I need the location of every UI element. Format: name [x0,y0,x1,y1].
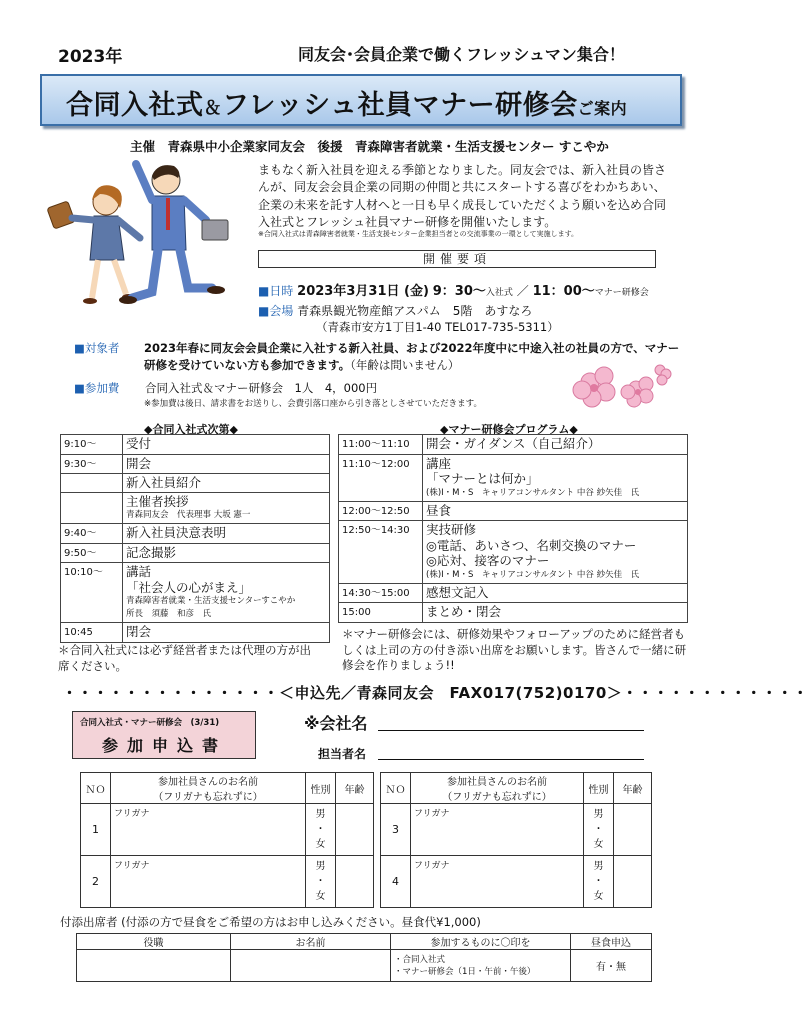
col-name: 参加社員さんのお名前 （フリガナも忘れずに） [111,773,306,804]
date-label: ■日時 [258,284,294,298]
col-no: ＮＯ [381,773,411,804]
manner-row [339,521,688,584]
ceremony-speaker: 青森障害者就業・生活支援センターすこやか [126,596,296,606]
woman-figure [47,185,140,304]
venue: 青森県観光物産館アスパム 5階 あすなろ [297,304,533,318]
application-table-left [80,772,374,908]
col-role: 役職 [77,934,231,950]
ceremony-item [123,543,330,563]
time-ceremony: 9：30～ [432,284,486,299]
ceremony-row [61,543,330,563]
manner-schedule-table [338,434,688,623]
applicant-no: 4 [381,856,411,908]
gender-female[interactable]: 女 [315,891,326,902]
application-table-right [380,772,652,908]
furigana-label: フリガナ [414,809,450,819]
event-option-training[interactable]: ・マナー研修会（1日・午前・午後） [394,966,536,977]
gender-male[interactable]: 男 [315,809,326,820]
role-cell[interactable] [77,950,231,982]
ceremony-item [123,474,330,493]
lunch-choice-cell[interactable]: 有・無 [571,950,652,982]
outline-heading: 開催要項 [258,250,656,268]
manner-item-text: 実技研修 [426,522,477,537]
application-small: 合同入社式・マナー研修会 (3/31) [80,718,220,728]
manner-item-text: まとめ・閉会 [426,604,502,619]
tagline: 同友会･会員企業で働くフレッシュマン集合！ [298,45,625,64]
target-note: （年齢は問いません） [350,358,460,372]
col-gender: 性別 [306,773,336,804]
fee-label: ■参加費 [74,381,120,395]
manner-item-text: 講座 [426,455,452,471]
event-choice-cell[interactable] [391,950,571,982]
applicant-name-cell[interactable] [111,804,306,856]
manner-row [339,501,688,521]
ceremony-item-text: 新入社員紹介 [126,475,202,490]
intro-text: まもなく新入社員を迎える季節となりました。同友会では、新入社員の皆さんが、同友会会員企業の同期の仲間と共にスタートする喜びをわかちあい、企業の未来を託す人材へと一日も早く成長していただくよう願いを込め合同入社式とフレッシュ社員マナー研修を開催いたします。 [258,163,667,230]
manner-time: 15:00 [339,603,423,623]
event-option-ceremony[interactable]: ・合同入社式 [394,954,446,965]
ceremony-time: 10:10～ [61,563,123,623]
applicant-row [381,804,652,856]
event-date: 2023年3月31日 (金) [297,284,429,299]
col-gender: 性別 [584,773,614,804]
host-line: 主催 青森県中小企業家同友会 後援 青森障害者就業・生活支援センター すこやか [130,139,609,154]
ceremony-time [61,474,123,493]
col-lunch: 昼食申込 [571,934,652,950]
ceremony-time: 9:30～ [61,454,123,474]
ceremony-item-text: 講話 [126,564,152,579]
manner-item [423,454,688,501]
gender-male[interactable]: 男 [593,809,604,820]
attendant-heading: 付添出席者 (付添の方で昼食をご希望の方はお申し込みください。昼食代¥1,000) [60,915,481,929]
manner-heading: ◆マナー研修会プログラム◆ [440,423,578,436]
ceremony-speaker: 青森同友会 代表理事 大坂 憲一 [126,510,251,520]
gender-cell[interactable] [584,856,614,908]
col-age: 年齢 [614,773,652,804]
age-cell[interactable] [336,804,374,856]
gender-cell[interactable] [306,856,336,908]
manner-row [339,583,688,603]
application-title: 参加申込書 [102,736,228,755]
manner-item [423,521,688,584]
applicant-name-cell[interactable] [411,804,584,856]
applicant-no: 2 [81,856,111,908]
attendant-name-cell[interactable] [231,950,391,982]
col-age: 年齢 [336,773,374,804]
ceremony-row [61,474,330,493]
col-no: ＮＯ [81,773,111,804]
page-title [66,83,627,122]
company-input-line[interactable] [378,730,644,731]
manner-time: 12:00～12:50 [339,501,423,521]
ceremony-note: ＊合同入社式には必ず経営者または代理の方が出席ください。 [58,643,311,673]
target-label: ■対象者 [74,341,120,355]
applicant-row [81,856,374,908]
ceremony-row [61,492,330,524]
manner-item-text: 感想文記入 [426,584,489,600]
manner-time: 11:00～11:10 [339,435,423,455]
gender-separator: ・ [593,876,604,887]
col-attendant-name: お名前 [231,934,391,950]
year-label: 2023年 [58,47,123,67]
ceremony-time: 9:10～ [61,435,123,455]
ceremony-row [61,435,330,455]
company-label: ※会社名 [304,714,368,733]
age-cell[interactable] [336,856,374,908]
manner-item [423,583,688,603]
gender-female[interactable]: 女 [593,839,604,850]
time-separator: ／ [516,284,529,298]
manner-item [423,435,688,455]
cherry-blossom-decoration [566,360,676,416]
gender-female[interactable]: 女 [593,891,604,902]
gender-male[interactable]: 男 [593,861,604,872]
manner-item-text: ◎電話、あいさつ、名刺交換のマナー [426,537,637,553]
applicant-no: 3 [381,804,411,856]
manner-time: 12:50～14:30 [339,521,423,584]
ceremony-item [123,492,330,524]
ceremony-item-text: 受付 [126,436,152,451]
age-cell[interactable] [614,804,652,856]
ceremony-item [123,435,330,455]
ceremony-item-text: 開会 [126,455,152,471]
gender-female[interactable]: 女 [315,839,326,850]
ceremony-item [123,454,330,474]
col-name: 参加社員さんのお名前 （フリガナも忘れずに） [411,773,584,804]
intro-note: ※合同入社式は青森障害者就業・生活支援センター企業担当者との交流事業の一環として実施します。 [258,230,579,238]
venue-address: （青森市安方1丁目1-40 TEL017-735-5311） [316,320,559,334]
title-suffix: ご案内 [577,99,628,118]
title-amp: ＆ [203,98,222,119]
gender-male[interactable]: 男 [315,861,326,872]
applicant-no: 1 [81,804,111,856]
venue-label: ■会場 [258,304,294,318]
time-training: 11：00～ [532,284,595,299]
new-employees-illustration [34,160,254,320]
furigana-label: フリガナ [114,861,150,871]
manner-time: 14:30～15:00 [339,583,423,603]
gender-separator: ・ [315,876,326,887]
ceremony-time [61,492,123,524]
manner-row [339,454,688,501]
ceremony-item [123,623,330,643]
manner-item-text: 「マナーとは何か」 [426,471,539,486]
applicant-name-cell[interactable] [411,856,584,908]
ceremony-item-text: 「社会人の心がまえ」 [126,579,252,595]
target-text: 2023年春に同友会会員企業に入社する新入社員、および2022年度中に中途入社の社員の方で、マナー研修を受けていない方も参加できます。 [144,341,680,372]
manner-speaker: (株)I・M・S キャリアコンサルタント 中谷 紗矢佳 氏 [426,487,640,498]
ceremony-item [123,563,330,623]
ceremony-item-text: 閉会 [126,624,152,639]
manner-time: 11:10～12:00 [339,454,423,501]
manner-item-text: 開会・ガイダンス（自己紹介） [426,436,601,451]
attendant-table [76,933,652,982]
manner-item-text: ◎応対、接客のマナー [426,553,550,568]
manner-item [423,603,688,623]
ceremony-schedule-table [60,434,330,643]
col-event: 参加するものに〇印を [391,934,571,950]
fee: 合同入社式＆マナー研修会 1人 4，000円 [145,381,378,395]
time-training-label: マナー研修会 [594,288,649,298]
ceremony-row [61,563,330,623]
ceremony-row [61,524,330,544]
ceremony-time: 9:40～ [61,524,123,544]
ceremony-item [123,524,330,544]
ceremony-time: 9:50～ [61,543,123,563]
applicant-name-cell[interactable] [111,856,306,908]
manner-row [339,603,688,623]
date-row [258,280,649,299]
ceremony-time: 10:45 [61,623,123,643]
gender-cell[interactable] [584,804,614,856]
fee-row [74,380,377,396]
contact-person-input-line[interactable] [378,759,644,760]
ceremony-speaker: 所長 須藤 和彦 氏 [126,609,212,619]
gender-cell[interactable] [306,804,336,856]
ceremony-row [61,623,330,643]
age-cell[interactable] [614,856,652,908]
manner-note: ＊マナー研修会には、研修効果やフォローアップのために経営者もしくは上司の方の付き添い出席をお願いします。皆さんで一緒に研修会を作りましょう!! [342,627,687,672]
applicant-row [381,856,652,908]
title-main: 合同入社式 [66,90,204,121]
gender-separator: ・ [593,824,604,835]
ceremony-item-text: 新入社員決意表明 [126,525,227,540]
manner-item [423,501,688,521]
manner-row [339,435,688,455]
applicant-row [81,804,374,856]
time-ceremony-label: 入社式 [485,288,513,298]
ceremony-item-text: 記念撮影 [126,544,177,560]
ceremony-heading: ◆合同入社式次第◆ [144,423,238,436]
furigana-label: フリガナ [114,809,150,819]
manner-item-text: 昼食 [426,502,452,518]
furigana-label: フリガナ [414,861,450,871]
fee-note: ※参加費は後日、請求書をお送りし、会費引落口座から引き落としさせていただきます。 [144,399,482,409]
title-sub: フレッシュ社員マナー研修会 [222,90,578,121]
venue-row [258,302,532,319]
fax-line: ・・・・・・・・・・・・・・＜申込先／青森同友会 FAX017(752)0170＞・・・・・・・・・・・・ [62,684,808,702]
manner-speaker: (株)I・M・S キャリアコンサルタント 中谷 紗矢佳 氏 [426,569,640,580]
gender-separator: ・ [315,824,326,835]
ceremony-item-text: 主催者挨拶 [126,493,189,509]
ceremony-row [61,454,330,474]
contact-person-label: 担当者名 [318,747,367,761]
